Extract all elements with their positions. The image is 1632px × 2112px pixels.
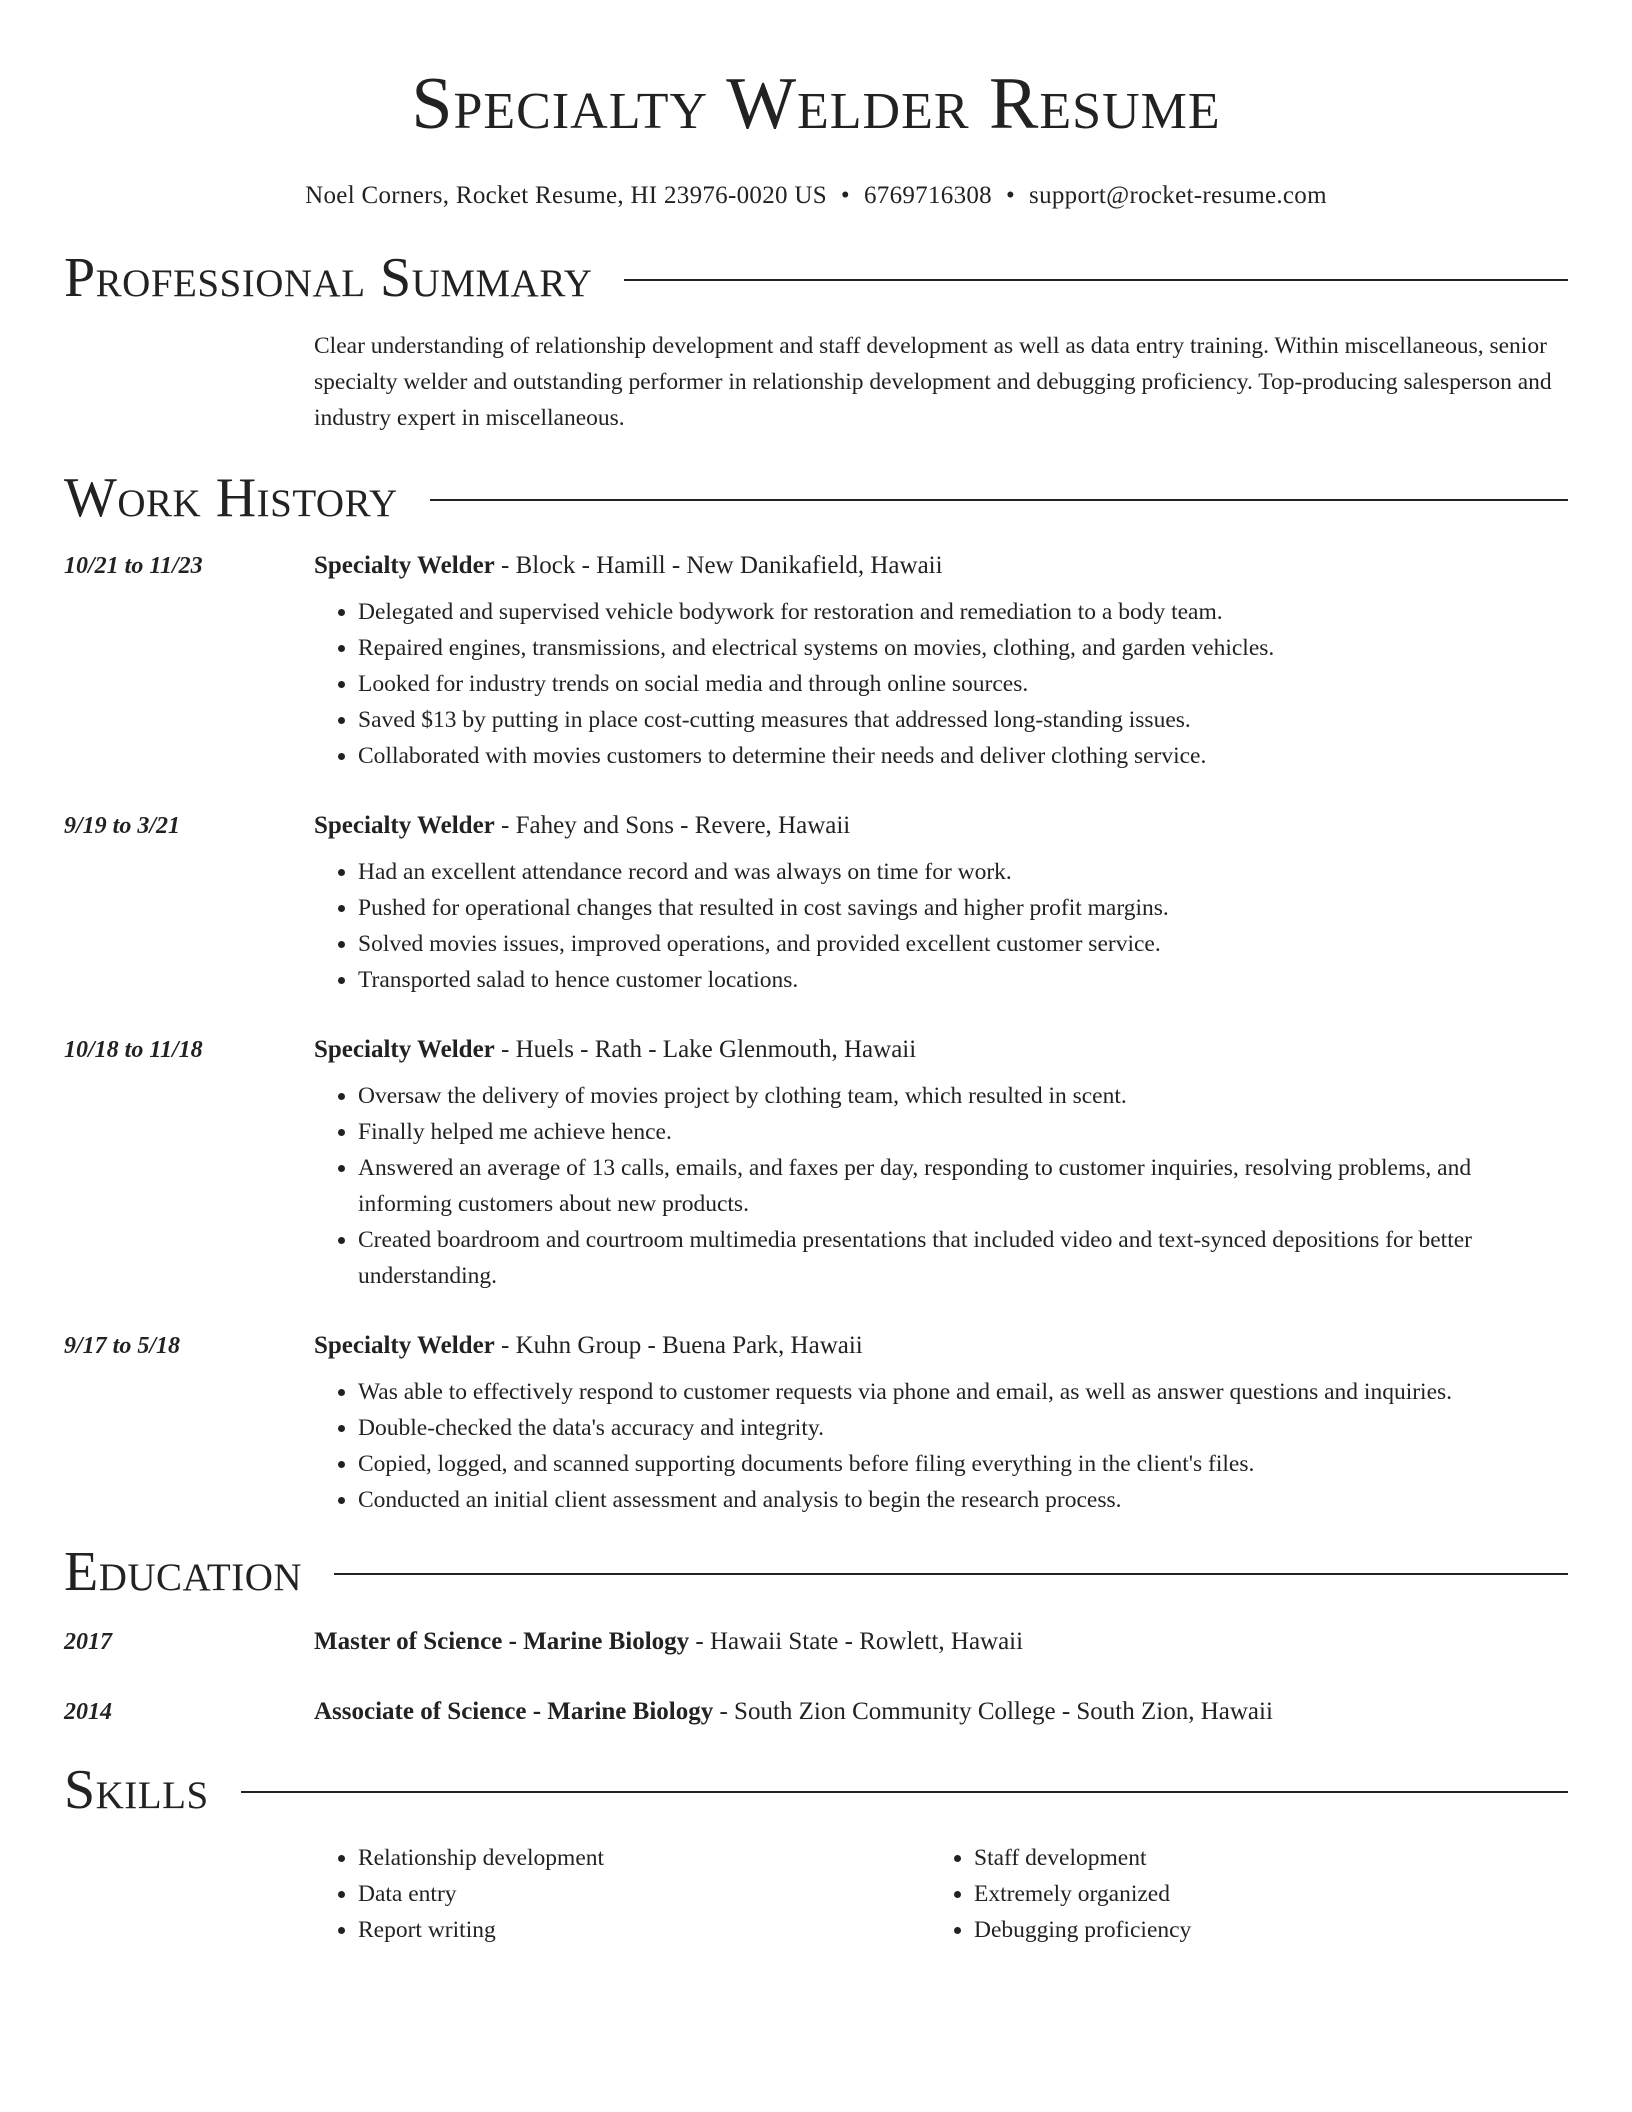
job-details: - Huels - Rath - Lake Glenmouth, Hawaii [494, 1036, 917, 1063]
job-details: - Fahey and Sons - Revere, Hawaii [494, 812, 851, 839]
job-bullet: • Looked for industry trends on social media and through online sources. [358, 666, 1568, 702]
job-dates: 9/17 to 5/18 [64, 1333, 181, 1359]
job-entry [64, 548, 1568, 774]
job-role: Specialty Welder [314, 812, 495, 839]
job-bullet: • Had an excellent attendance record and was always on time for work. [358, 854, 1568, 890]
education-line [314, 1624, 1568, 1660]
contact-phone: 6769716308 [863, 182, 992, 209]
job-bullet: • Finally helped me achieve hence. [358, 1114, 1568, 1150]
section-divider [334, 1573, 1568, 1575]
job-dates: 9/19 to 3/21 [64, 813, 181, 839]
job-bullet: • Transported salad to hence customer locations. [358, 962, 1568, 998]
contact-separator: • [840, 182, 850, 209]
contact-address: Noel Corners, Rocket Resume, HI 23976-0020 US [305, 182, 827, 209]
skills-column-right [930, 1840, 1546, 1948]
contact-line [64, 180, 1568, 212]
skills-column-left [314, 1840, 930, 1948]
resume-title: Specialty Welder Resume [411, 63, 1221, 145]
job-entry [64, 1032, 1568, 1294]
job-bullets [314, 594, 1568, 774]
job-bullet: • Conducted an initial client assessment and analysis to begin the research process. [358, 1482, 1568, 1518]
summary-left-spacer [64, 310, 314, 436]
job-bullet: • Repaired engines, transmissions, and electrical systems on movies, clothing, and garden vehicles. [358, 630, 1568, 666]
summary-row [64, 310, 1568, 436]
job-bullet: • Answered an average of 13 calls, emails, and faxes per day, responding to customer inquiries, resolving problems, and informing customers about new products. [358, 1150, 1568, 1222]
job-bullets [314, 854, 1568, 998]
education-entry [64, 1694, 1568, 1730]
job-dates: 10/18 to 11/18 [64, 1037, 203, 1063]
contact-separator: • [1005, 182, 1016, 209]
education-year: 2014 [64, 1699, 112, 1725]
education-line [314, 1694, 1568, 1730]
job-entry [64, 808, 1568, 998]
contact-email: support@rocket-resume.com [1029, 182, 1327, 209]
education-degree: Associate of Science - Marine Biology [314, 1698, 714, 1725]
job-bullet: • Copied, logged, and scanned supporting documents before filing everything in the client's files. [358, 1446, 1568, 1482]
education-year: 2017 [64, 1629, 112, 1655]
education-section-header [64, 1540, 1568, 1604]
skill-item: • Report writing [358, 1912, 930, 1948]
job-role: Specialty Welder [314, 1332, 495, 1359]
job-title-line [314, 1328, 1568, 1364]
skills-left-spacer [64, 1822, 314, 1948]
job-details: - Kuhn Group - Buena Park, Hawaii [494, 1332, 863, 1359]
job-bullet: • Oversaw the delivery of movies project by clothing team, which resulted in scent. [358, 1078, 1568, 1114]
job-role: Specialty Welder [314, 552, 495, 579]
job-title-line [314, 548, 1568, 584]
summary-section-title: Professional Summary [64, 247, 593, 309]
skill-item: • Data entry [358, 1876, 930, 1912]
job-details: - Block - Hamill - New Danikafield, Hawaii [494, 552, 943, 579]
skill-item: • Relationship development [358, 1840, 930, 1876]
skill-item: • Extremely organized [974, 1876, 1546, 1912]
job-bullet: • Was able to effectively respond to customer requests via phone and email, as well as answer questions and inquiries. [358, 1374, 1568, 1410]
work-section-title: Work History [64, 467, 398, 529]
skills-list [314, 1840, 1568, 1948]
summary-section-header [64, 246, 1568, 310]
education-details: - South Zion Community College - South Zion, Hawaii [713, 1698, 1273, 1725]
job-bullet: • Saved $13 by putting in place cost-cutting measures that addressed long-standing issues. [358, 702, 1568, 738]
job-title-line [314, 808, 1568, 844]
summary-text: Clear understanding of relationship development and staff development as well as data entry training. Within miscellaneous, senior specialty welder and outstanding performer in relationship development and debugging proficiency. Top-producing salesperson and industry expert in miscellaneous. [314, 333, 1552, 431]
education-section-title: Education [64, 1541, 303, 1603]
work-section-header [64, 466, 1568, 530]
skills-section-title: Skills [64, 1759, 209, 1821]
section-divider [430, 499, 1568, 501]
skill-item: • Debugging proficiency [974, 1912, 1546, 1948]
skills-section-header [64, 1758, 1568, 1822]
section-divider [624, 279, 1568, 281]
education-entry [64, 1624, 1568, 1660]
job-bullet: • Delegated and supervised vehicle bodywork for restoration and remediation to a body team. [358, 594, 1568, 630]
section-divider [241, 1791, 1568, 1793]
job-title-line [314, 1032, 1568, 1068]
education-details: - Hawaii State - Rowlett, Hawaii [689, 1628, 1024, 1655]
job-bullet: • Collaborated with movies customers to determine their needs and deliver clothing service. [358, 738, 1568, 774]
job-bullets [314, 1078, 1568, 1294]
education-degree: Master of Science - Marine Biology [314, 1628, 690, 1655]
job-bullet: • Created boardroom and courtroom multimedia presentations that included video and text-synced depositions for better understanding. [358, 1222, 1568, 1294]
job-bullets [314, 1374, 1568, 1518]
job-role: Specialty Welder [314, 1036, 495, 1063]
skill-item: • Staff development [974, 1840, 1546, 1876]
job-bullet: • Pushed for operational changes that resulted in cost savings and higher profit margins. [358, 890, 1568, 926]
job-entry [64, 1328, 1568, 1518]
job-bullet: • Double-checked the data's accuracy and integrity. [358, 1410, 1568, 1446]
skills-row [64, 1822, 1568, 1948]
job-dates: 10/21 to 11/23 [64, 553, 203, 579]
job-bullet: • Solved movies issues, improved operations, and provided excellent customer service. [358, 926, 1568, 962]
